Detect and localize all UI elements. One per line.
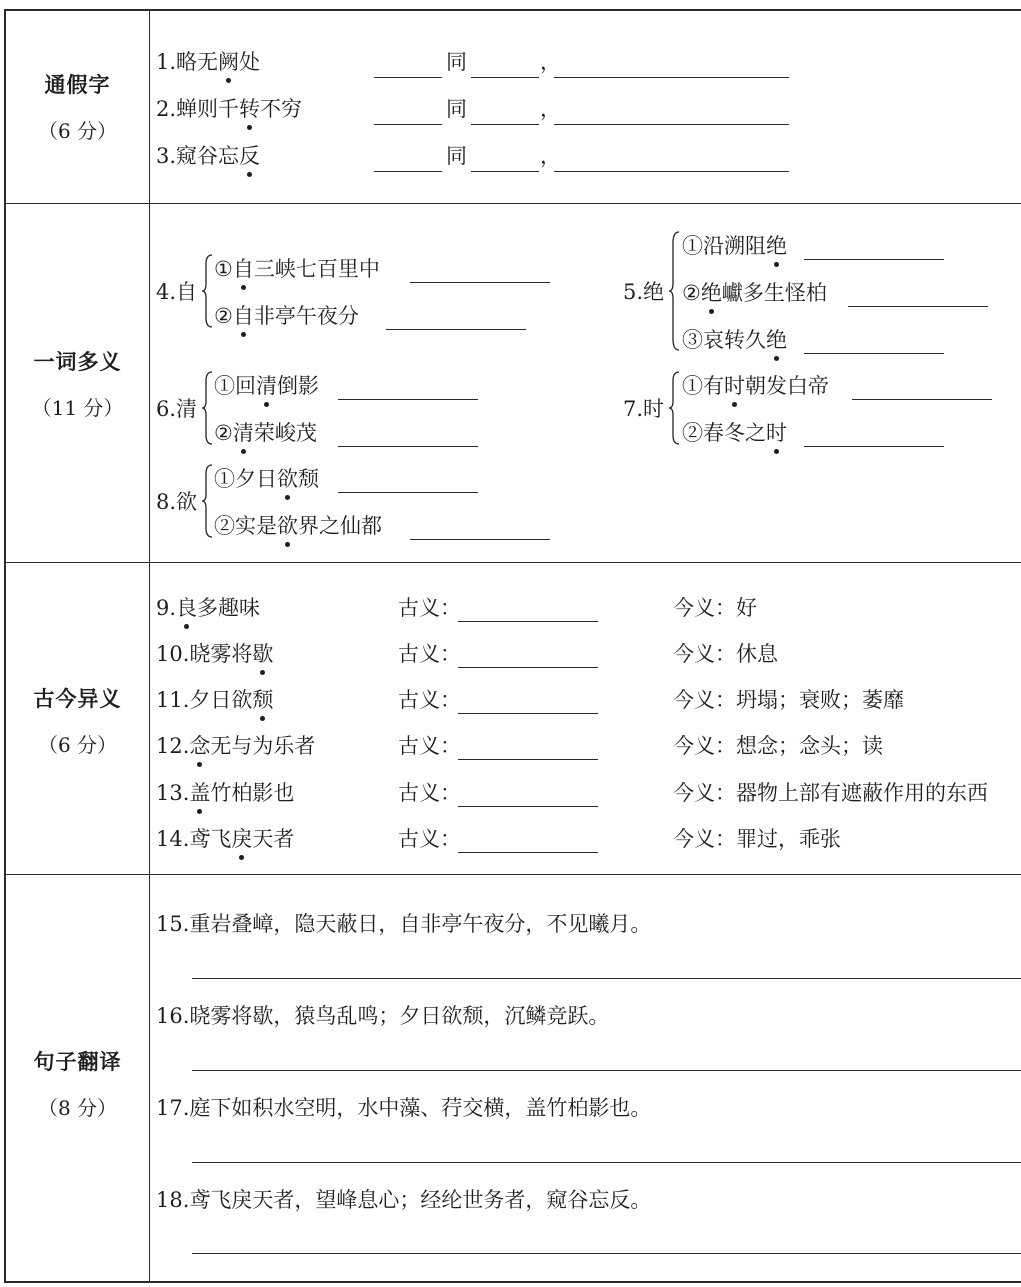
emphasized-char: 绝 <box>766 230 787 260</box>
comma: ， <box>540 144 561 168</box>
emphasized-char: 绝 <box>766 324 787 354</box>
gujin-item: 10.晓雾将歇 <box>156 638 273 668</box>
answer-blank[interactable] <box>471 77 539 78</box>
gujin-item: 11.夕日欲颓 <box>156 684 273 714</box>
jin-meaning: 今义：休息 <box>673 642 778 666</box>
sense-item: ②春冬之时 <box>682 417 787 447</box>
comma: ， <box>540 97 561 121</box>
answer-blank[interactable] <box>554 77 789 78</box>
jin-meaning: 今义：罪过，乖张 <box>673 827 841 851</box>
emphasized-char: 自 <box>233 300 254 330</box>
polysemy-word: 8.欲 <box>156 490 198 514</box>
worksheet-table <box>4 9 1021 1283</box>
emphasized-char: 良 <box>176 592 197 622</box>
brace-icon <box>201 371 213 445</box>
column-divider <box>149 11 150 1281</box>
polysemy-word: 7.时 <box>623 397 665 421</box>
emphasized-char: 反 <box>239 140 260 170</box>
answer-blank[interactable] <box>410 282 550 283</box>
answer-blank[interactable] <box>458 806 598 807</box>
tongjiazi-item: 2.蝉则千转不穷 <box>156 93 302 123</box>
answer-blank[interactable] <box>852 399 992 400</box>
brace-icon <box>201 464 213 538</box>
answer-blank[interactable] <box>374 124 442 125</box>
answer-blank[interactable] <box>471 124 539 125</box>
section-score: （11 分） <box>31 396 124 420</box>
jin-meaning: 今义：想念；念头；读 <box>673 734 883 758</box>
tong-label: 同 <box>446 144 467 168</box>
answer-blank[interactable] <box>554 171 789 172</box>
answer-blank[interactable] <box>410 539 550 540</box>
translation-sentence: 15.重岩叠嶂，隐天蔽日，自非亭午夜分，不见曦月。 <box>156 912 652 936</box>
answer-line[interactable] <box>192 1162 1021 1163</box>
emphasized-char: 念 <box>189 730 210 760</box>
section-yiciduoyi-label <box>6 346 149 421</box>
gu-label: 古义： <box>398 596 461 620</box>
row-divider <box>6 562 1021 563</box>
polysemy-word: 5.绝 <box>623 280 665 304</box>
sense-item: ②清荣峻茂 <box>214 417 317 447</box>
answer-line[interactable] <box>192 1253 1021 1254</box>
answer-blank[interactable] <box>804 353 944 354</box>
polysemy-word: 6.清 <box>156 397 198 421</box>
row-divider <box>6 874 1021 875</box>
answer-blank[interactable] <box>458 713 598 714</box>
emphasized-char: 阙 <box>218 46 239 76</box>
sense-item: ①有时朝发白帝 <box>682 370 829 400</box>
gujin-item: 14.鸢飞戾天者 <box>156 823 294 853</box>
tongjiazi-item: 3.窥谷忘反 <box>156 140 260 170</box>
sense-item: ①回清倒影 <box>214 370 319 400</box>
emphasized-char: 自 <box>233 253 254 283</box>
answer-blank[interactable] <box>458 667 598 668</box>
sense-item: ①夕日欲颓 <box>214 463 319 493</box>
section-score: （6 分） <box>37 119 118 143</box>
gujin-item: 13.盖竹柏影也 <box>156 777 294 807</box>
polysemy-word: 4.自 <box>156 280 198 304</box>
section-title: 句子翻译 <box>33 1050 122 1074</box>
translation-sentence: 17.庭下如积水空明，水中藻、荇交横，盖竹柏影也。 <box>156 1096 652 1120</box>
answer-blank[interactable] <box>554 124 789 125</box>
gujin-item: 12.念无与为乐者 <box>156 730 315 760</box>
jin-meaning: 今义：器物上部有遮蔽作用的东西 <box>673 781 988 805</box>
translation-sentence: 18.鸢飞戾天者，望峰息心；经纶世务者，窥谷忘反。 <box>156 1188 652 1212</box>
emphasized-char: 时 <box>766 417 787 447</box>
jin-meaning: 今义：好 <box>673 596 757 620</box>
answer-blank[interactable] <box>804 446 944 447</box>
emphasized-char: 时 <box>724 370 745 400</box>
section-score: （8 分） <box>37 1096 118 1120</box>
section-score: （6 分） <box>37 733 118 757</box>
emphasized-char: 转 <box>239 93 260 123</box>
sense-item: ②实是欲界之仙都 <box>214 510 382 540</box>
answer-blank[interactable] <box>374 77 442 78</box>
translation-sentence: 16.晓雾将歇，猿鸟乱鸣；夕日欲颓，沉鳞竞跃。 <box>156 1004 610 1028</box>
emphasized-char: 歇 <box>252 638 273 668</box>
emphasized-char: 欲 <box>277 510 298 540</box>
answer-blank[interactable] <box>458 621 598 622</box>
answer-blank[interactable] <box>338 399 478 400</box>
section-gujinyiyi-label <box>6 683 149 758</box>
section-title: 一词多义 <box>33 350 122 374</box>
gu-label: 古义： <box>398 827 461 851</box>
tongjiazi-item: 1.略无阙处 <box>156 46 260 76</box>
gu-label: 古义： <box>398 781 461 805</box>
answer-line[interactable] <box>192 1070 1021 1071</box>
answer-blank[interactable] <box>458 759 598 760</box>
emphasized-char: 颓 <box>252 684 273 714</box>
sense-item: ①沿溯阻绝 <box>682 230 787 260</box>
answer-blank[interactable] <box>458 852 598 853</box>
emphasized-char: 欲 <box>277 463 298 493</box>
brace-icon <box>668 371 680 445</box>
section-juzifanyi-label <box>6 1046 149 1121</box>
emphasized-char: 戾 <box>231 823 252 853</box>
emphasized-char: 清 <box>233 417 254 447</box>
answer-blank[interactable] <box>386 329 526 330</box>
row-divider <box>6 203 1021 204</box>
answer-line[interactable] <box>192 978 1021 979</box>
answer-blank[interactable] <box>338 492 478 493</box>
emphasized-char: 清 <box>256 370 277 400</box>
emphasized-char: 盖 <box>189 777 210 807</box>
jin-meaning: 今义：坍塌；衰败；萎靡 <box>673 688 904 712</box>
sense-item: ①自三峡七百里中 <box>214 253 380 283</box>
brace-icon <box>201 254 213 328</box>
tong-label: 同 <box>446 97 467 121</box>
section-tongjiazi-label <box>6 69 149 144</box>
emphasized-char: 绝 <box>701 277 722 307</box>
answer-blank[interactable] <box>471 171 539 172</box>
sense-item: ③哀转久绝 <box>682 324 787 354</box>
answer-blank[interactable] <box>338 446 478 447</box>
gu-label: 古义： <box>398 642 461 666</box>
comma: ， <box>540 50 561 74</box>
gu-label: 古义： <box>398 734 461 758</box>
answer-blank[interactable] <box>804 259 944 260</box>
gujin-item: 9.良多趣味 <box>156 592 260 622</box>
section-title: 古今异义 <box>33 687 122 711</box>
sense-item: ②自非亭午夜分 <box>214 300 359 330</box>
section-title: 通假字 <box>44 73 111 97</box>
gu-label: 古义： <box>398 688 461 712</box>
tong-label: 同 <box>446 50 467 74</box>
brace-icon <box>668 231 680 351</box>
sense-item: ②绝巘多生怪柏 <box>682 277 827 307</box>
answer-blank[interactable] <box>374 171 442 172</box>
answer-blank[interactable] <box>848 306 988 307</box>
